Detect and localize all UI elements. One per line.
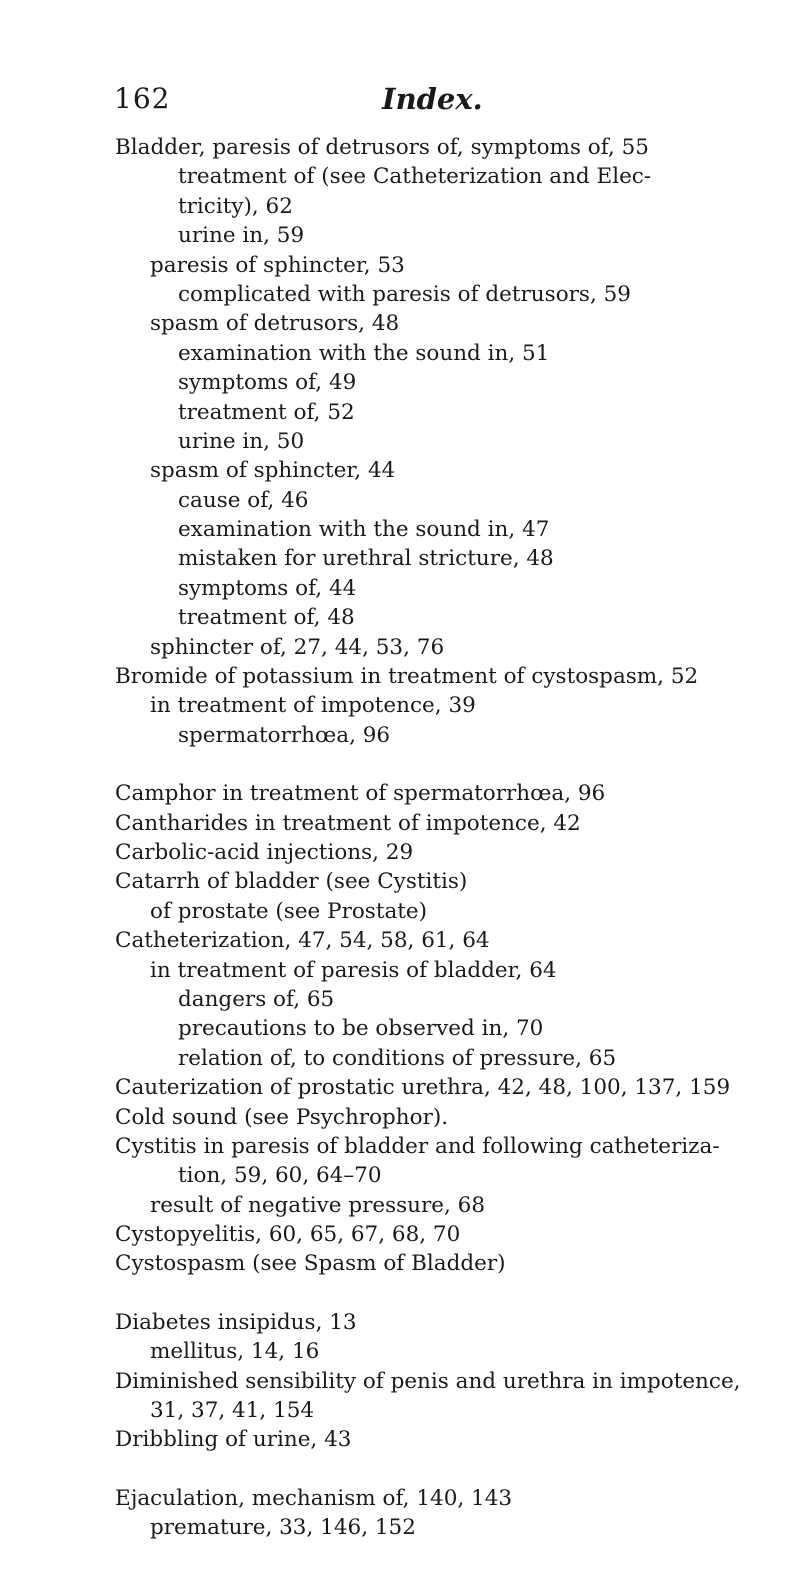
index-entry: Cold sound (see Psychrophor). xyxy=(115,1104,449,1130)
index-entry: Bladder, paresis of detrusors of, symptoms of, 55 xyxy=(115,135,649,160)
running-title: Index. xyxy=(382,82,483,116)
index-subentry: precautions to be observed in, 70 xyxy=(178,1016,544,1042)
index-subentry: sphincter of, 27, 44, 53, 76 xyxy=(150,634,445,660)
index-entry: Diabetes insipidus, 13 xyxy=(115,1309,357,1335)
page-number: 162 xyxy=(114,82,171,115)
index-subentry: in treatment of impotence, 39 xyxy=(150,693,476,719)
index-subentry: mellitus, 14, 16 xyxy=(150,1339,320,1365)
index-subentry: tricity), 62 xyxy=(178,193,293,219)
index-subentry: result of negative pressure, 68 xyxy=(150,1192,486,1218)
index-entry: Cauterization of prostatic urethra, 42, 48, 100, 137, 159 xyxy=(115,1075,731,1101)
index-subentry: spermatorrhœa, 96 xyxy=(178,722,391,748)
index-entry: Carbolic-acid injections, 29 xyxy=(115,839,414,865)
index-entry: Ejaculation, mechanism of, 140, 143 xyxy=(115,1485,513,1511)
index-subentry: mistaken for urethral stricture, 48 xyxy=(178,546,554,572)
index-subentry: symptoms of, 49 xyxy=(178,370,357,396)
index-subentry: treatment of, 52 xyxy=(178,399,355,425)
index-subentry: paresis of sphincter, 53 xyxy=(150,252,405,278)
index-subentry: complicated with paresis of detrusors, 59 xyxy=(178,281,631,307)
index-entry: Cystopyelitis, 60, 65, 67, 68, 70 xyxy=(115,1222,461,1248)
index-entry: Dribbling of urine, 43 xyxy=(115,1427,352,1453)
index-subentry: examination with the sound in, 51 xyxy=(178,340,550,366)
index-entry: Catheterization, 47, 54, 58, 61, 64 xyxy=(115,928,490,954)
index-entry: Cystospasm (see Spasm of Bladder) xyxy=(115,1251,506,1277)
index-subentry: spasm of detrusors, 48 xyxy=(150,311,400,337)
index-subentry: dangers of, 65 xyxy=(178,986,335,1012)
index-content xyxy=(0,133,800,1572)
index-letter-group xyxy=(0,133,800,750)
page-header xyxy=(114,82,708,122)
index-subentry: cause of, 46 xyxy=(178,487,309,513)
index-subentry: symptoms of, 44 xyxy=(178,575,357,601)
index-entry: Catarrh of bladder (see Cystitis) xyxy=(115,869,468,895)
index-subentry: treatment of (see Catheterization and Elec- xyxy=(178,164,652,190)
index-subentry: relation of, to conditions of pressure, 65 xyxy=(178,1045,617,1071)
index-entry: Camphor in treatment of spermatorrhœa, 96 xyxy=(115,781,606,807)
index-entry: Cantharides in treatment of impotence, 42 xyxy=(115,810,581,836)
index-subentry: examination with the sound in, 47 xyxy=(178,517,550,543)
index-subentry: in treatment of paresis of bladder, 64 xyxy=(150,957,557,983)
index-subentry: 31, 37, 41, 154 xyxy=(150,1398,315,1424)
index-letter-group xyxy=(0,779,800,1279)
index-subentry: tion, 59, 60, 64–70 xyxy=(178,1163,382,1189)
index-subentry: urine in, 59 xyxy=(178,223,305,249)
index-subentry: treatment of, 48 xyxy=(178,605,355,631)
index-subentry: premature, 33, 146, 152 xyxy=(150,1515,416,1541)
index-entry: Diminished sensibility of penis and urethra in impotence, xyxy=(115,1368,741,1394)
index-letter-group xyxy=(0,1484,800,1543)
index-entry: Cystitis in paresis of bladder and following catheteriza- xyxy=(115,1133,720,1159)
index-subentry: urine in, 50 xyxy=(178,428,305,454)
index-subentry: spasm of sphincter, 44 xyxy=(150,458,396,484)
index-letter-group xyxy=(0,1308,800,1455)
index-subentry: of prostate (see Prostate) xyxy=(150,898,428,924)
index-entry: Bromide of potassium in treatment of cystospasm, 52 xyxy=(115,664,699,690)
